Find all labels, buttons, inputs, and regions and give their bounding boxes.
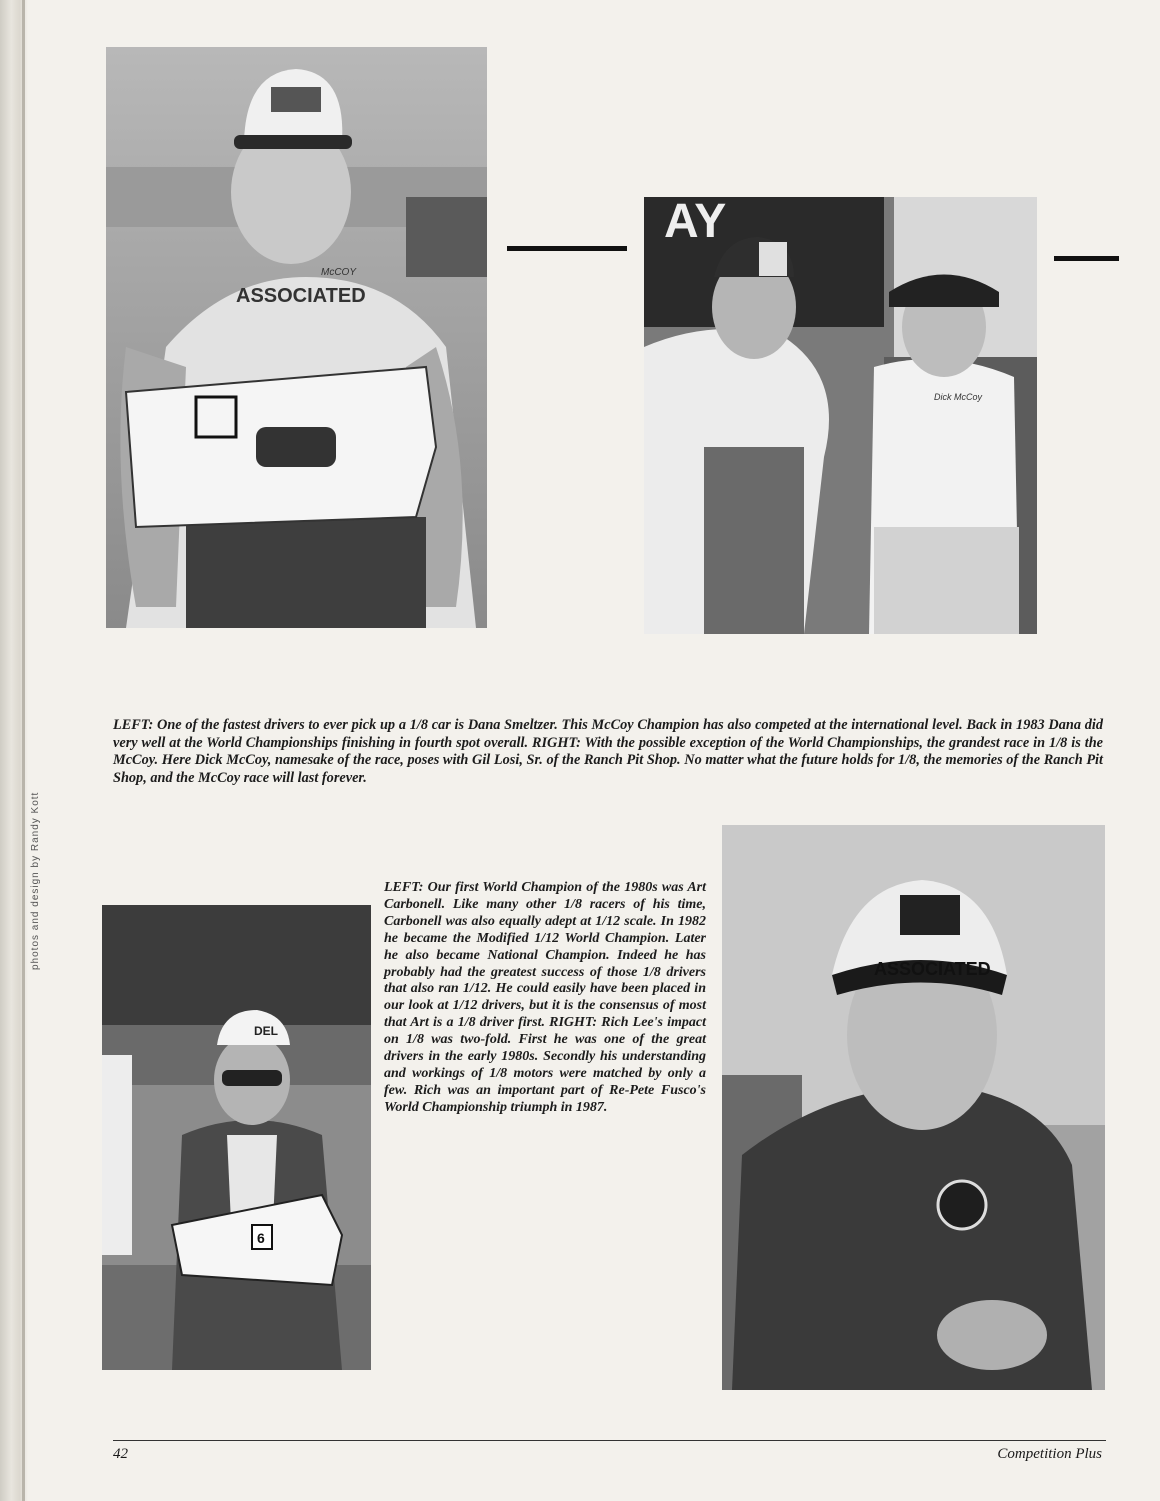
- photo-rich-lee: [722, 825, 1105, 1390]
- photo-art-carbonell: [102, 905, 371, 1370]
- caption-top: LEFT: One of the fastest drivers to ever pick up a 1/8 car is Dana Smeltzer. This McCoy Champion has also competed at the international level. Back in 1983 Dana did very well at the World Championships finishing in fourth spot overall. RIGHT: With the possible exception of the World Championships, the grandest race in 1/8 is the McCoy. Here Dick McCoy, namesake of the race, poses with Gil Losi, Sr. of the Ranch Pit Shop. No matter what the future holds for 1/8, the memories of the Ranch Pit Shop, and the McCoy race will last forever.: [113, 717, 1103, 786]
- decorative-rule-right: [1054, 256, 1119, 261]
- page-number: 42: [113, 1446, 128, 1462]
- caption-middle: LEFT: Our first World Champion of the 1980s was Art Carbonell. Like many other 1/8 racers of his time, Carbonell was also equally adept at 1/12 scale. In 1982 he became the Modified 1/12 World Champion. Later he also became National Champion. Indeed he has probably had the greatest success of those 1/8 drivers that also ran 1/12. He could easily have been placed in our look at 1/12 drivers, but it is the consensus of most that Art is a 1/8 driver first. RIGHT: Rich Lee's impact on 1/8 was two-fold. First he was one of the great drivers in the early 1980s. Secondly his understanding and workings of 1/8 motors were matched by only a few. Rich was an important part of Re-Pete Fusco's World Championship triumph in 1987.: [384, 880, 706, 1115]
- carbonell-car-number: 6: [257, 1230, 265, 1246]
- footer-rule: [113, 1440, 1106, 1441]
- mccoy-badge-text: Dick McCoy: [934, 392, 983, 402]
- side-credit: photos and design by Randy Kott: [30, 791, 41, 970]
- photo-mccoy-losi: [644, 197, 1037, 634]
- mccoy-sign-text: AY: [664, 197, 727, 248]
- carbonell-cap-text: DEL: [254, 1024, 278, 1038]
- rich-cap-text: ASSOCIATED: [874, 959, 991, 979]
- spine-stripe: [22, 0, 25, 1501]
- dana-shirt-text: ASSOCIATED: [236, 285, 366, 307]
- dana-shirt-small: McCOY: [321, 267, 356, 278]
- decorative-rule-left: [507, 246, 627, 251]
- magazine-name: Competition Plus: [997, 1446, 1102, 1462]
- photo-dana-smeltzer: [106, 47, 487, 628]
